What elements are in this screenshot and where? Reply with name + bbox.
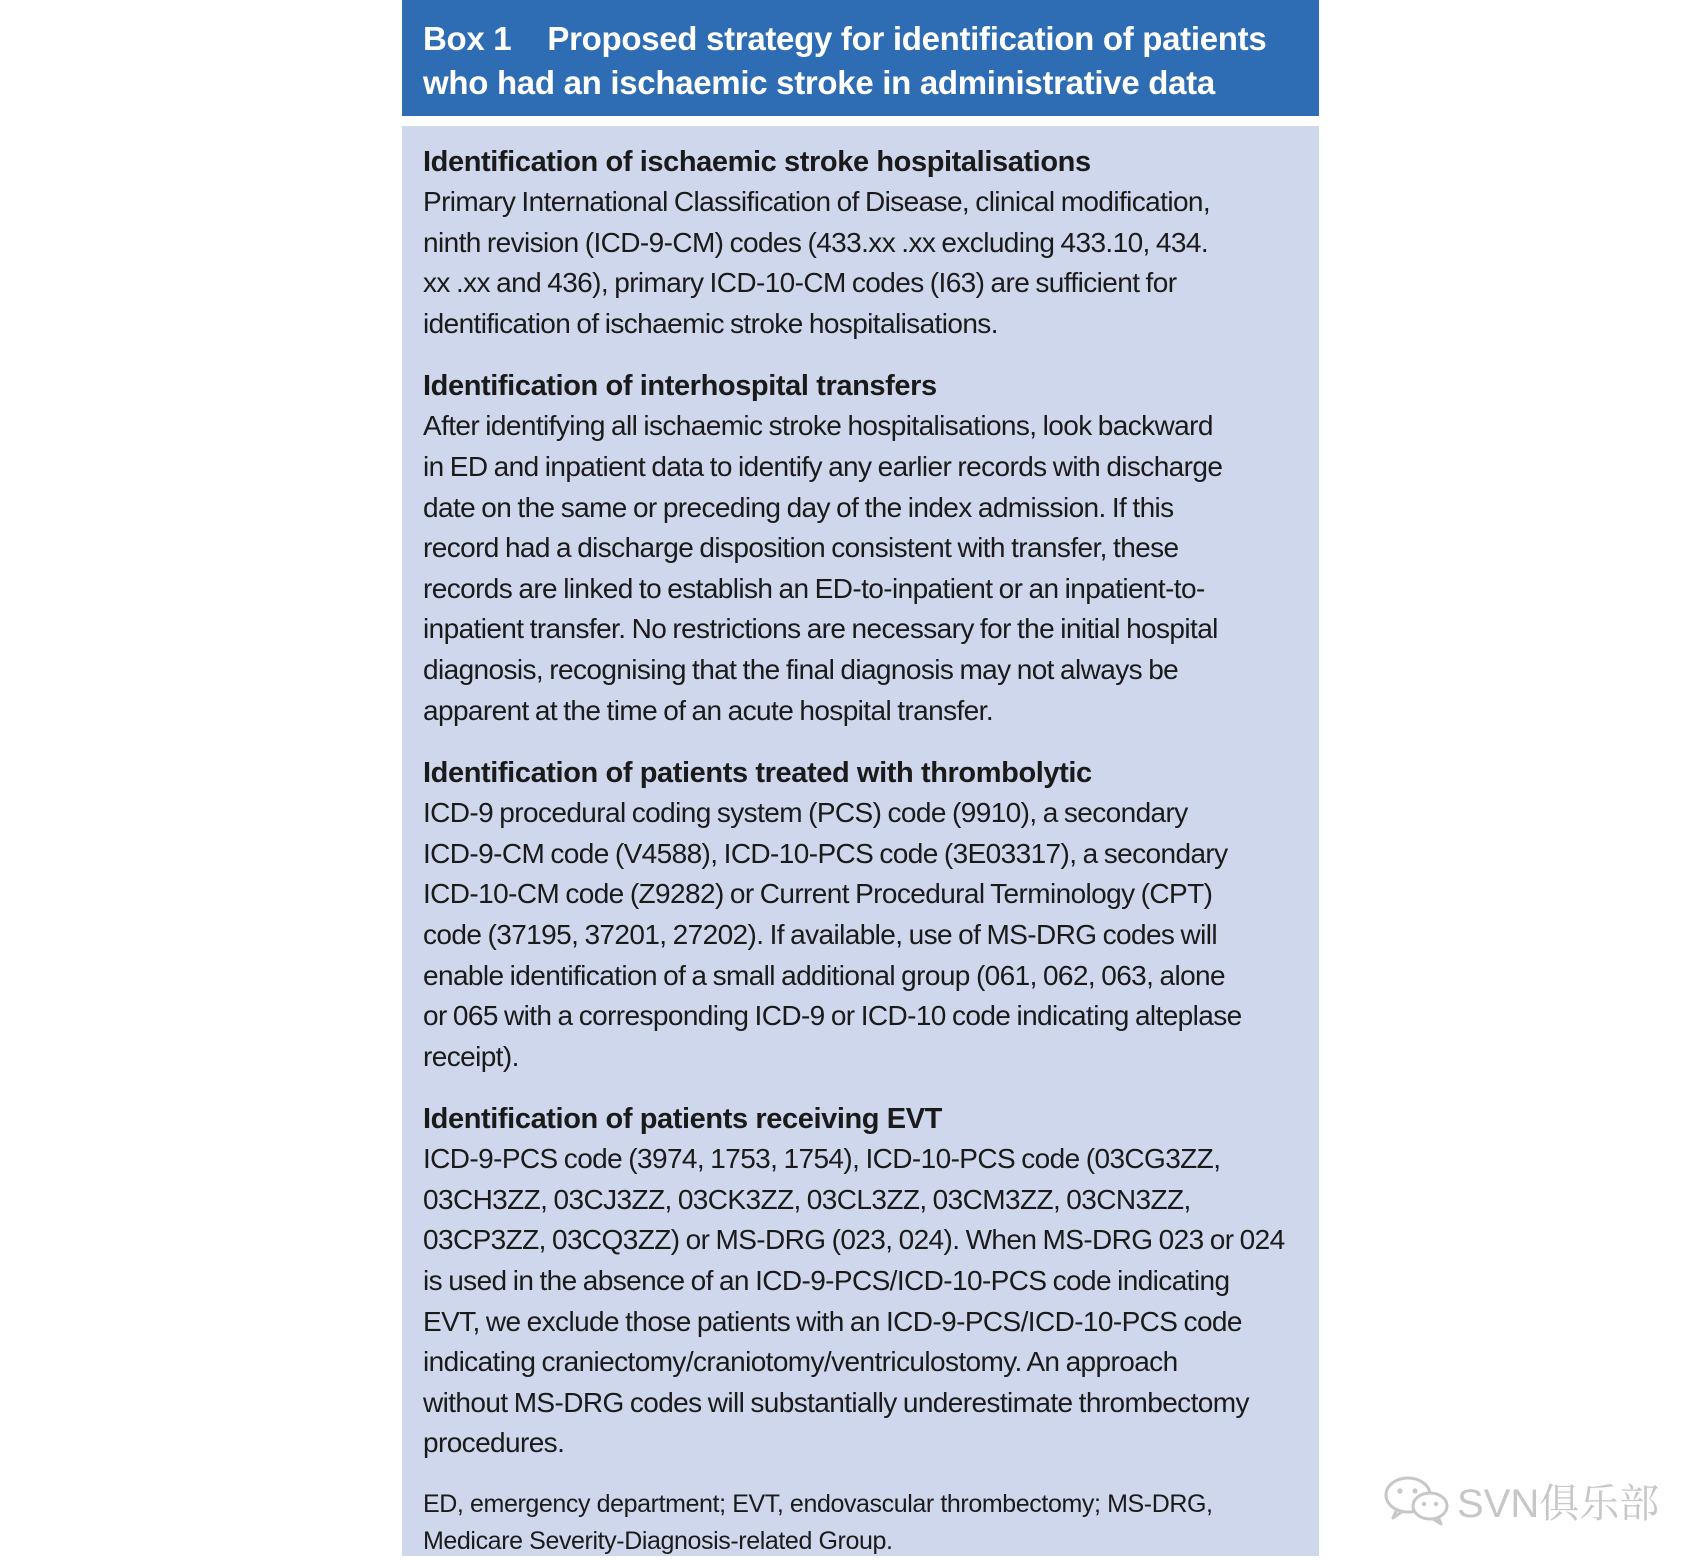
watermark	[1383, 1470, 1659, 1530]
text-line: receipt).	[423, 1040, 519, 1072]
box-title-line-1	[423, 17, 1299, 61]
text-line: enable identification of a small additional group (061, 062, 063, alone	[423, 959, 1226, 991]
text-line: record had a discharge disposition consistent with transfer, these	[423, 532, 1179, 564]
section-text	[423, 182, 1299, 344]
box-label: Box 1	[423, 20, 512, 57]
text-line: ICD-9 procedural coding system (PCS) code (9910), a secondary	[423, 797, 1188, 829]
section-evt	[423, 1099, 1299, 1464]
footnote-line-2: Medicare Severity-Diagnosis-related Group.	[423, 1527, 893, 1556]
text-line: code (37195, 37201, 27202). If available, use of MS-DRG codes will	[423, 918, 1217, 950]
text-line: identification of ischaemic stroke hospitalisations.	[423, 307, 998, 339]
text-line: 03CH3ZZ, 03CJ3ZZ, 03CK3ZZ, 03CL3ZZ, 03CM3ZZ, 03CN3ZZ,	[423, 1183, 1191, 1215]
text-line: procedures.	[423, 1427, 565, 1459]
text-line: indicating craniectomy/craniotomy/ventriculostomy. An approach	[423, 1346, 1178, 1378]
text-line: ninth revision (ICD-9-CM) codes (433.xx .xx excluding 433.10, 434.	[423, 226, 1209, 258]
text-line: in ED and inpatient data to identify any earlier records with discharge	[423, 450, 1223, 482]
text-line: ICD-9-CM code (V4588), ICD-10-PCS code (3E03317), a secondary	[423, 837, 1228, 869]
footnote	[423, 1486, 1299, 1560]
box-body	[402, 126, 1319, 1556]
text-line: Primary International Classification of Disease, clinical modification,	[423, 186, 1211, 217]
footnote-line-1: ED, emergency department; EVT, endovascular thrombectomy; MS-DRG,	[423, 1490, 1213, 1519]
section-heading: Identification of interhospital transfers	[423, 370, 937, 403]
section-text	[423, 1139, 1299, 1464]
box-title-text-1: Proposed strategy for identification of patients	[547, 20, 1267, 57]
box-title-line-2: who had an ischaemic stroke in administrative data	[423, 64, 1215, 101]
watermark-text: SVN俱乐部	[1457, 1481, 1660, 1526]
box-1	[402, 0, 1319, 1556]
section-heading: Identification of ischaemic stroke hospitalisations	[423, 146, 1091, 178]
text-line: records are linked to establish an ED-to-inpatient or an inpatient-to-	[423, 572, 1205, 604]
section-heading: Identification of patients receiving EVT	[423, 1103, 942, 1136]
text-line: inpatient transfer. No restrictions are necessary for the initial hospital	[423, 613, 1218, 645]
text-line: apparent at the time of an acute hospital transfer.	[423, 694, 994, 726]
text-line: is used in the absence of an ICD-9-PCS/ICD-10-PCS code indicating	[423, 1265, 1230, 1297]
text-line: 03CP3ZZ, 03CQ3ZZ) or MS-DRG (023, 024). When MS-DRG 023 or 024	[423, 1224, 1285, 1256]
section-thrombolytic	[423, 753, 1299, 1077]
text-line: or 065 with a corresponding ICD-9 or ICD-10 code indicating alteplase	[423, 1000, 1242, 1032]
section-stroke-hospitalisations	[423, 142, 1299, 344]
text-line: xx .xx and 436), primary ICD-10-CM codes (I63) are sufficient for	[423, 267, 1177, 299]
text-line: After identifying all ischaemic stroke hospitalisations, look backward	[423, 410, 1213, 442]
text-line: ICD-10-CM code (Z9282) or Current Procedural Terminology (CPT)	[423, 878, 1213, 910]
box-header	[402, 0, 1319, 116]
section-heading: Identification of patients treated with thrombolytic	[423, 757, 1092, 790]
text-line: date on the same or preceding day of the index admission. If this	[423, 491, 1174, 523]
text-line: ICD-9-PCS code (3974, 1753, 1754), ICD-10-PCS code (03CG3ZZ,	[423, 1143, 1221, 1175]
section-text	[423, 406, 1299, 731]
text-line: without MS-DRG codes will substantially underestimate thrombectomy	[423, 1386, 1249, 1418]
wechat-icon	[1383, 1474, 1451, 1526]
section-interhospital-transfers	[423, 366, 1299, 731]
text-line: diagnosis, recognising that the final diagnosis may not always be	[423, 653, 1179, 685]
section-text	[423, 793, 1299, 1077]
text-line: EVT, we exclude those patients with an ICD-9-PCS/ICD-10-PCS code	[423, 1305, 1242, 1337]
